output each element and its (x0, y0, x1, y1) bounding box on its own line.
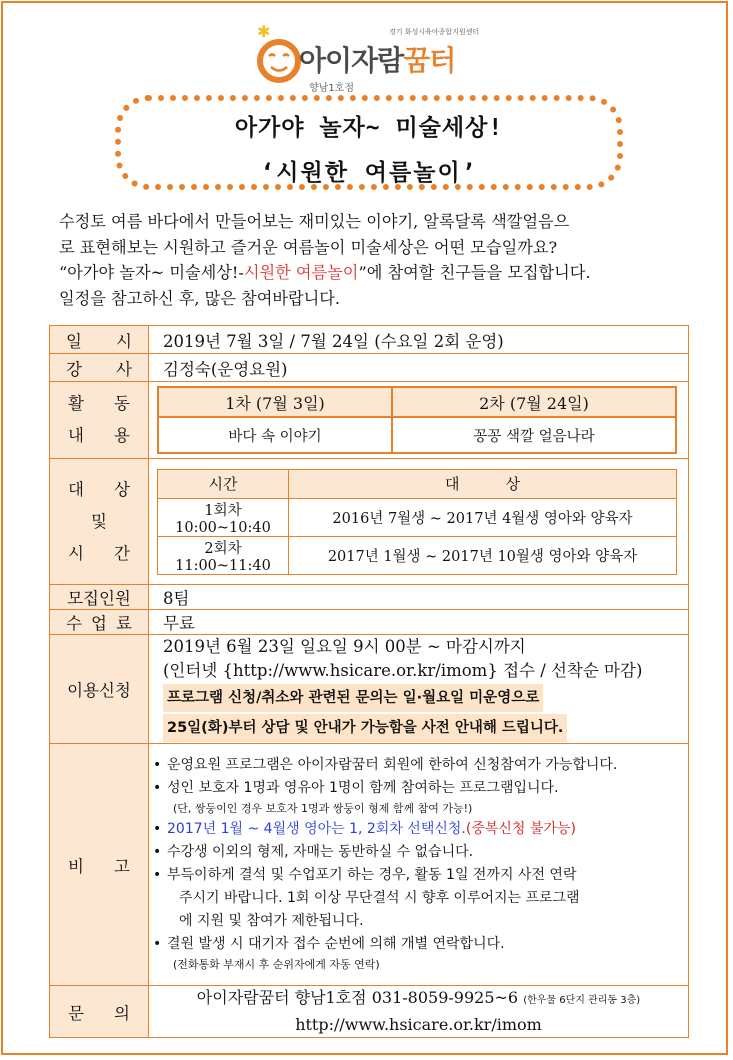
activity-header-1: 1차 (7월 3일) (158, 387, 392, 417)
remarks-list (149, 750, 688, 980)
title-box (115, 95, 623, 190)
label-target-1: 대 상 (68, 479, 130, 499)
target-row-1: 1회차 10:00~10:40 2016년 7월생 ~ 2017년 4월생 영아와 양육자 (158, 498, 677, 536)
value-capacity: 8팀 (149, 585, 689, 610)
label-date: 일 시 (66, 331, 132, 351)
activity-content-1: 바다 속 이야기 (158, 417, 392, 453)
intro-line-1: 수정토 여름 바다에서 만들어보는 재미있는 이야기, 알록달록 색깔얼음으 (59, 212, 570, 231)
label-target-2: 및 (91, 511, 107, 531)
poster (1, 1, 728, 1055)
row-remarks (50, 744, 689, 986)
target-table (157, 469, 677, 575)
intro-text (59, 209, 699, 311)
logo-tagline: 경기 화성시육아종합지원센터 (389, 28, 480, 36)
contact-url[interactable]: http://www.hsicare.or.kr/imom (295, 1015, 542, 1034)
intro-line-3: “아가야 놀자~ 미술세상!-시원한 여름놀이”에 참여할 친구들을 모집합니다. (59, 263, 591, 282)
logo-branch: 향남1호점 (309, 83, 355, 94)
title-line-2: ‘시원한 여름놀이’ (260, 160, 478, 186)
apply-notice-1: 프로그램 신청/취소와 관련된 문의는 일·월요일 미운영으로 (163, 684, 543, 712)
apply-line-1: 2019년 6월 23일 일요일 9시 00분 ~ 마감시까지 (163, 637, 526, 656)
value-instructor: 김정숙(운영요원) (149, 354, 689, 382)
apply-line-2: (인터넷 {http://www.hsicare.or.kr/imom} 접수 / 선착순 마감) (163, 661, 643, 680)
remark-6: • 결원 발생 시 대기자 접수 순번에 의해 개별 연락합니다. (149, 933, 688, 956)
label-activity-1: 활 동 (68, 394, 130, 413)
activity-header-2: 2차 (7월 24일) (392, 387, 676, 417)
remark-4: • 수강생 이외의 형제, 자매는 동반하실 수 없습니다. (149, 841, 688, 864)
apply-notice-2: 25일(화)부터 상담 및 안내가 가능함을 사전 안내해 드립니다. (163, 714, 567, 742)
remark-3: • 2017년 1월 ~ 4월생 영아는 1, 2회차 선택신청.(중복신청 불가능) (149, 818, 688, 841)
value-fee: 무료 (149, 610, 689, 635)
row-target (50, 459, 689, 585)
label-target-3: 시 간 (68, 543, 130, 563)
title-line-1: 아가야 놀자~ 미술세상! (234, 115, 504, 141)
value-date: 2019년 7월 3일 / 7월 24일 (수요일 2회 운영) (149, 326, 689, 354)
row-date (50, 326, 689, 354)
intro-line-2: 로 표현해보는 시원하고 즐거운 여름놀이 미술세상은 어떤 모습일까요? (59, 237, 558, 257)
info-table (49, 325, 689, 1038)
label-instructor: 강 사 (66, 359, 132, 379)
row-fee (50, 610, 689, 635)
logo-brand: 아이자람꿈터 (299, 44, 456, 77)
contact-line-1: 아이자람꿈터 향남1호점 031-8059-9925~6 (한우물 6단지 관리동 3층) (196, 988, 641, 1007)
row-apply (50, 635, 689, 744)
label-contact: 문 의 (68, 1003, 130, 1023)
label-capacity: 모집인원 (50, 585, 149, 610)
logo (251, 23, 491, 93)
row-contact (50, 986, 689, 1038)
label-activity-2: 내 용 (68, 426, 130, 445)
remark-5-cont-2: 에 지원 및 참여가 제한됩니다. (179, 912, 364, 929)
activity-content-2: 꽁꽁 색깔 얼음나라 (392, 417, 676, 453)
row-capacity (50, 585, 689, 610)
remark-2-note: (단, 쌍둥이인 경우 보호자 1명과 쌍둥이 형제 함께 참여 가능!) (173, 801, 473, 815)
remark-5: • 부득이하게 결석 및 수업포기 하는 경우, 활동 1일 전까지 사전 연락 (149, 864, 688, 887)
remark-5-cont-1: 주시기 바랍니다. 1회 이상 무단결석 시 향후 이루어지는 프로그램 (179, 889, 580, 906)
target-row-2: 2회차 11:00~11:40 2017년 1월생 ~ 2017년 10월생 영아와 양육자 (158, 536, 677, 574)
remark-6-note: (전화통화 부재시 후 순위자에게 자동 연락) (173, 957, 380, 971)
label-fee: 수 업 료 (66, 614, 132, 633)
target-header-target: 대 상 (289, 469, 677, 498)
row-activity (50, 382, 689, 459)
label-apply: 이용신청 (50, 635, 149, 744)
target-header-time: 시간 (158, 469, 289, 498)
activity-table (157, 386, 677, 454)
remark-1: • 운영요원 프로그램은 아이자람꿈터 회원에 한하여 신청참여가 가능합니다. (149, 754, 688, 777)
remark-2: • 성인 보호자 1명과 영유아 1명이 함께 참여하는 프로그램입니다. (149, 777, 688, 800)
intro-line-4: 일정을 참고하신 후, 많은 참여바랍니다. (59, 288, 341, 308)
svg-text:✱: ✱ (257, 23, 271, 41)
row-instructor (50, 354, 689, 382)
label-remarks: 비 고 (68, 856, 130, 876)
